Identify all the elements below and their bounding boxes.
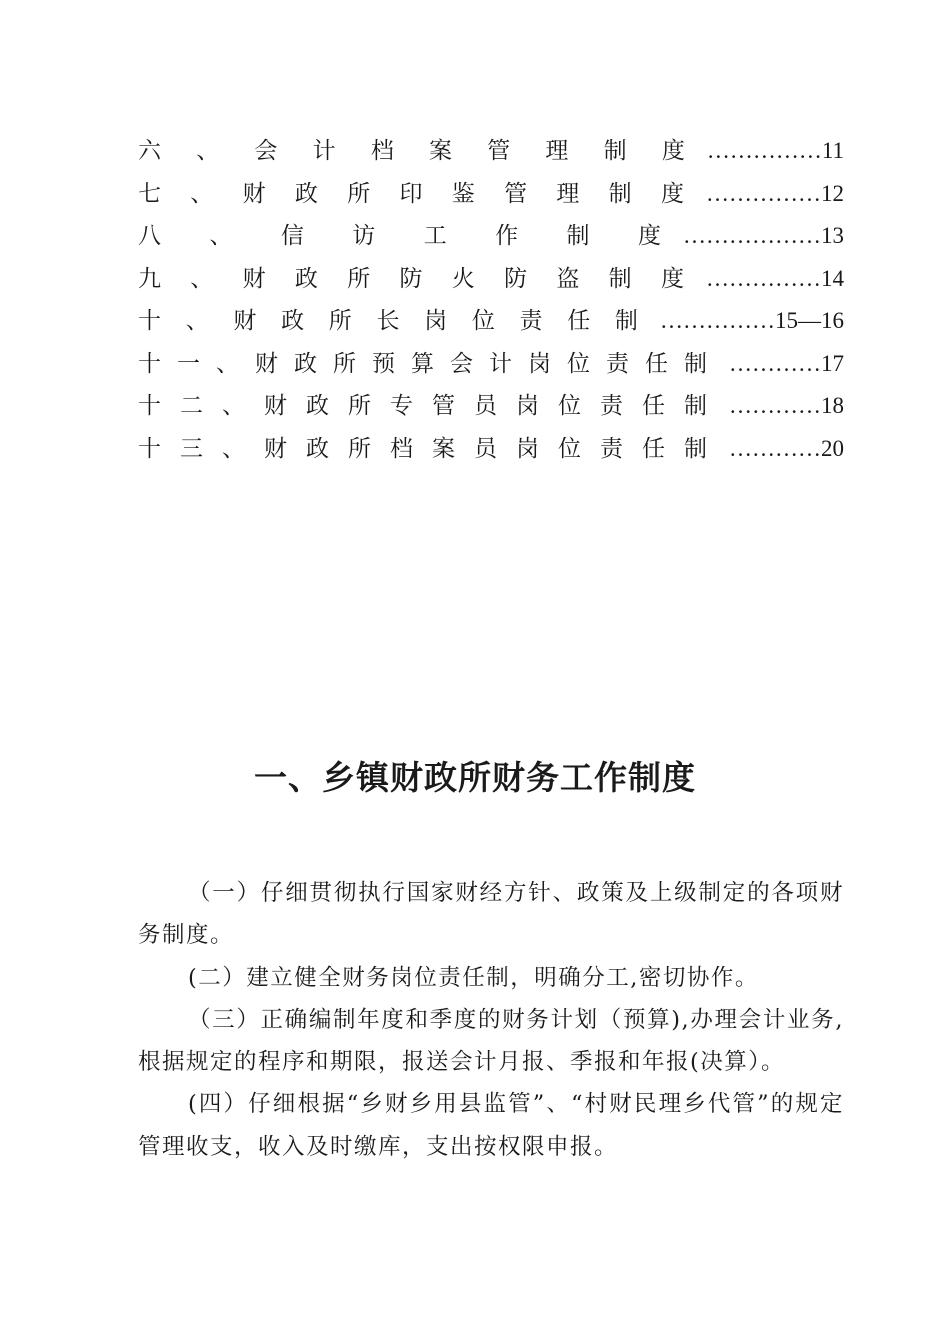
toc-label-char: 政: [281, 308, 305, 334]
toc-label-char: 印: [399, 180, 423, 207]
toc-label-char: 预: [372, 350, 395, 377]
toc-label-char: 六: [138, 138, 161, 164]
toc-entry-leader: …………: [729, 393, 821, 418]
toc-label-char: 防: [399, 265, 423, 292]
toc-label-char: 制: [608, 265, 632, 292]
toc-label-char: 岗: [516, 435, 539, 462]
toc-label-char: 、: [222, 393, 245, 419]
toc-entry-page: 18: [821, 393, 844, 418]
toc-label-char: 十: [138, 308, 161, 334]
toc-label-char: 所: [328, 308, 352, 334]
toc-label-char: 信: [280, 223, 304, 249]
toc-label-char: 、: [185, 308, 209, 334]
toc-label-char: 位: [567, 350, 590, 377]
toc-label-char: 制: [603, 138, 627, 164]
toc-entry-label: [138, 300, 660, 343]
toc-label-char: 政: [306, 393, 329, 419]
toc-label-char: 任: [642, 393, 665, 419]
toc-label-char: 管: [432, 393, 455, 419]
toc-label-char: 会: [254, 138, 278, 164]
toc-label-char: 算: [411, 350, 434, 377]
toc-label-char: 所: [348, 435, 371, 462]
toc-label-char: 责: [600, 393, 623, 419]
toc-label-char: 作: [495, 223, 519, 249]
toc-label-char: 理: [556, 180, 580, 207]
toc-label-char: 财: [242, 265, 266, 292]
toc-label-char: 档: [370, 138, 394, 164]
table-of-contents: [138, 130, 844, 470]
toc-label-char: 任: [642, 435, 665, 462]
toc-label-char: 十: [138, 435, 161, 462]
toc-label-char: 财: [264, 435, 287, 462]
body-text: [138, 872, 844, 1168]
toc-label-char: 二: [180, 393, 203, 419]
toc-label-char: 、: [190, 265, 214, 292]
toc-label-char: 十: [138, 350, 161, 377]
toc-label-char: 制: [684, 435, 707, 462]
toc-label-char: 防: [504, 265, 528, 292]
toc-label-char: 盗: [556, 265, 580, 292]
toc-entry-leader: ………………: [683, 223, 821, 248]
paragraph: (四）仔细根据“乡财乡用县监管”、“村财民理乡代管”的规定管理收支，收入及时缴库，支出按权限申报。: [138, 1091, 844, 1160]
toc-label-char: 岗: [424, 308, 448, 334]
toc-entry-page: 13: [821, 223, 844, 248]
toc-label-char: 鉴: [451, 180, 475, 207]
toc-label-char: 访: [352, 223, 376, 249]
paragraph: （三）正确编制年度和季度的财务计划（预算),办理会计业务,根据规定的程序和期限，报送会计月报、季报和年报(决算）。: [138, 1006, 844, 1076]
toc-label-char: 、: [196, 138, 220, 164]
toc-label-char: 任: [645, 350, 668, 377]
toc-entry-label: [138, 173, 706, 216]
toc-label-char: 财: [242, 180, 266, 207]
toc-label-char: 、: [216, 350, 239, 377]
toc-label-char: 计: [489, 350, 512, 377]
toc-label-char: 责: [600, 435, 623, 462]
toc-label-char: 制: [566, 223, 590, 249]
toc-label-char: 岗: [516, 393, 539, 419]
toc-entry-page: 11: [821, 138, 844, 163]
toc-label-char: 九: [138, 265, 161, 292]
toc-entry[interactable]: [138, 385, 844, 428]
toc-label-char: 八: [138, 223, 161, 249]
toc-label-char: 三: [180, 435, 203, 462]
toc-label-char: 位: [471, 308, 495, 334]
toc-label-char: 财: [233, 308, 257, 334]
toc-entry-label: [138, 428, 729, 471]
toc-label-char: 一: [177, 350, 200, 377]
toc-entry[interactable]: [138, 258, 844, 301]
toc-label-char: 计: [312, 138, 336, 164]
toc-label-char: 、: [190, 180, 214, 207]
toc-label-char: 任: [567, 308, 591, 334]
toc-label-char: 工: [423, 223, 447, 249]
toc-entry-page: 17: [821, 350, 844, 376]
toc-label-char: 度: [661, 138, 685, 164]
toc-label-char: 所: [347, 180, 371, 207]
toc-entry-label: [138, 215, 683, 258]
toc-label-char: 管: [487, 138, 511, 164]
toc-label-char: 所: [347, 265, 371, 292]
toc-entry-label: [138, 258, 706, 301]
toc-entry-page: 14: [821, 265, 844, 291]
toc-entry-leader: ……………: [660, 308, 775, 333]
toc-entry[interactable]: [138, 173, 844, 216]
toc-entry-leader: …………: [729, 435, 821, 461]
toc-label-char: 所: [348, 393, 371, 419]
toc-entry[interactable]: [138, 343, 844, 386]
paragraph: （一）仔细贯彻执行国家财经方针、政策及上级制定的各项财务制度。: [138, 880, 844, 949]
toc-label-char: 制: [684, 393, 707, 419]
toc-label-char: 财: [264, 393, 287, 419]
toc-label-char: 长: [376, 308, 400, 334]
toc-label-char: 、: [209, 223, 233, 249]
toc-label-char: 财: [255, 350, 278, 377]
toc-entry-leader: ……………: [706, 265, 821, 291]
toc-label-char: 员: [474, 435, 497, 462]
toc-label-char: 政: [306, 435, 329, 462]
toc-entry-label: [138, 385, 729, 428]
toc-entry-page: 15—16: [775, 308, 844, 333]
toc-label-char: 、: [222, 435, 245, 462]
toc-label-char: 火: [451, 265, 475, 292]
toc-label-char: 制: [614, 308, 638, 334]
toc-entry[interactable]: [138, 215, 844, 258]
toc-label-char: 度: [637, 223, 661, 249]
toc-label-char: 责: [606, 350, 629, 377]
toc-label-char: 政: [294, 350, 317, 377]
toc-label-char: 岗: [528, 350, 551, 377]
toc-label-char: 档: [390, 435, 413, 462]
toc-label-char: 制: [684, 350, 707, 377]
toc-label-char: 会: [450, 350, 473, 377]
toc-entry[interactable]: [138, 130, 844, 173]
toc-entry-page: 20: [821, 435, 844, 461]
toc-entry[interactable]: [138, 300, 844, 343]
toc-label-char: 案: [429, 138, 453, 164]
paragraph: (二）建立健全财务岗位责任制，明确分工,密切协作。: [188, 964, 759, 991]
toc-label-char: 政: [294, 180, 318, 207]
toc-entry-label: [138, 130, 707, 173]
toc-label-char: 政: [294, 265, 318, 292]
toc-label-char: 管: [504, 180, 528, 207]
toc-label-char: 位: [558, 393, 581, 419]
toc-label-char: 位: [558, 435, 581, 462]
toc-label-char: 员: [474, 393, 497, 419]
toc-label-char: 责: [519, 308, 543, 334]
toc-entry-page: 12: [821, 180, 844, 206]
toc-label-char: 案: [432, 435, 455, 462]
section-heading: 一、乡镇财政所财务工作制度: [254, 758, 696, 797]
toc-label-char: 度: [660, 180, 684, 207]
toc-entry-label: [138, 343, 729, 386]
toc-label-char: 理: [545, 138, 569, 164]
toc-label-char: 专: [390, 393, 413, 419]
toc-entry[interactable]: [138, 428, 844, 471]
toc-label-char: 度: [660, 265, 684, 292]
toc-label-char: 所: [333, 350, 356, 377]
toc-entry-leader: …………: [729, 350, 821, 376]
toc-entry-leader: ……………: [706, 138, 822, 163]
toc-label-char: 制: [608, 180, 632, 207]
toc-label-char: 七: [138, 180, 161, 207]
toc-label-char: 十: [138, 393, 161, 419]
toc-entry-leader: ……………: [706, 180, 821, 206]
